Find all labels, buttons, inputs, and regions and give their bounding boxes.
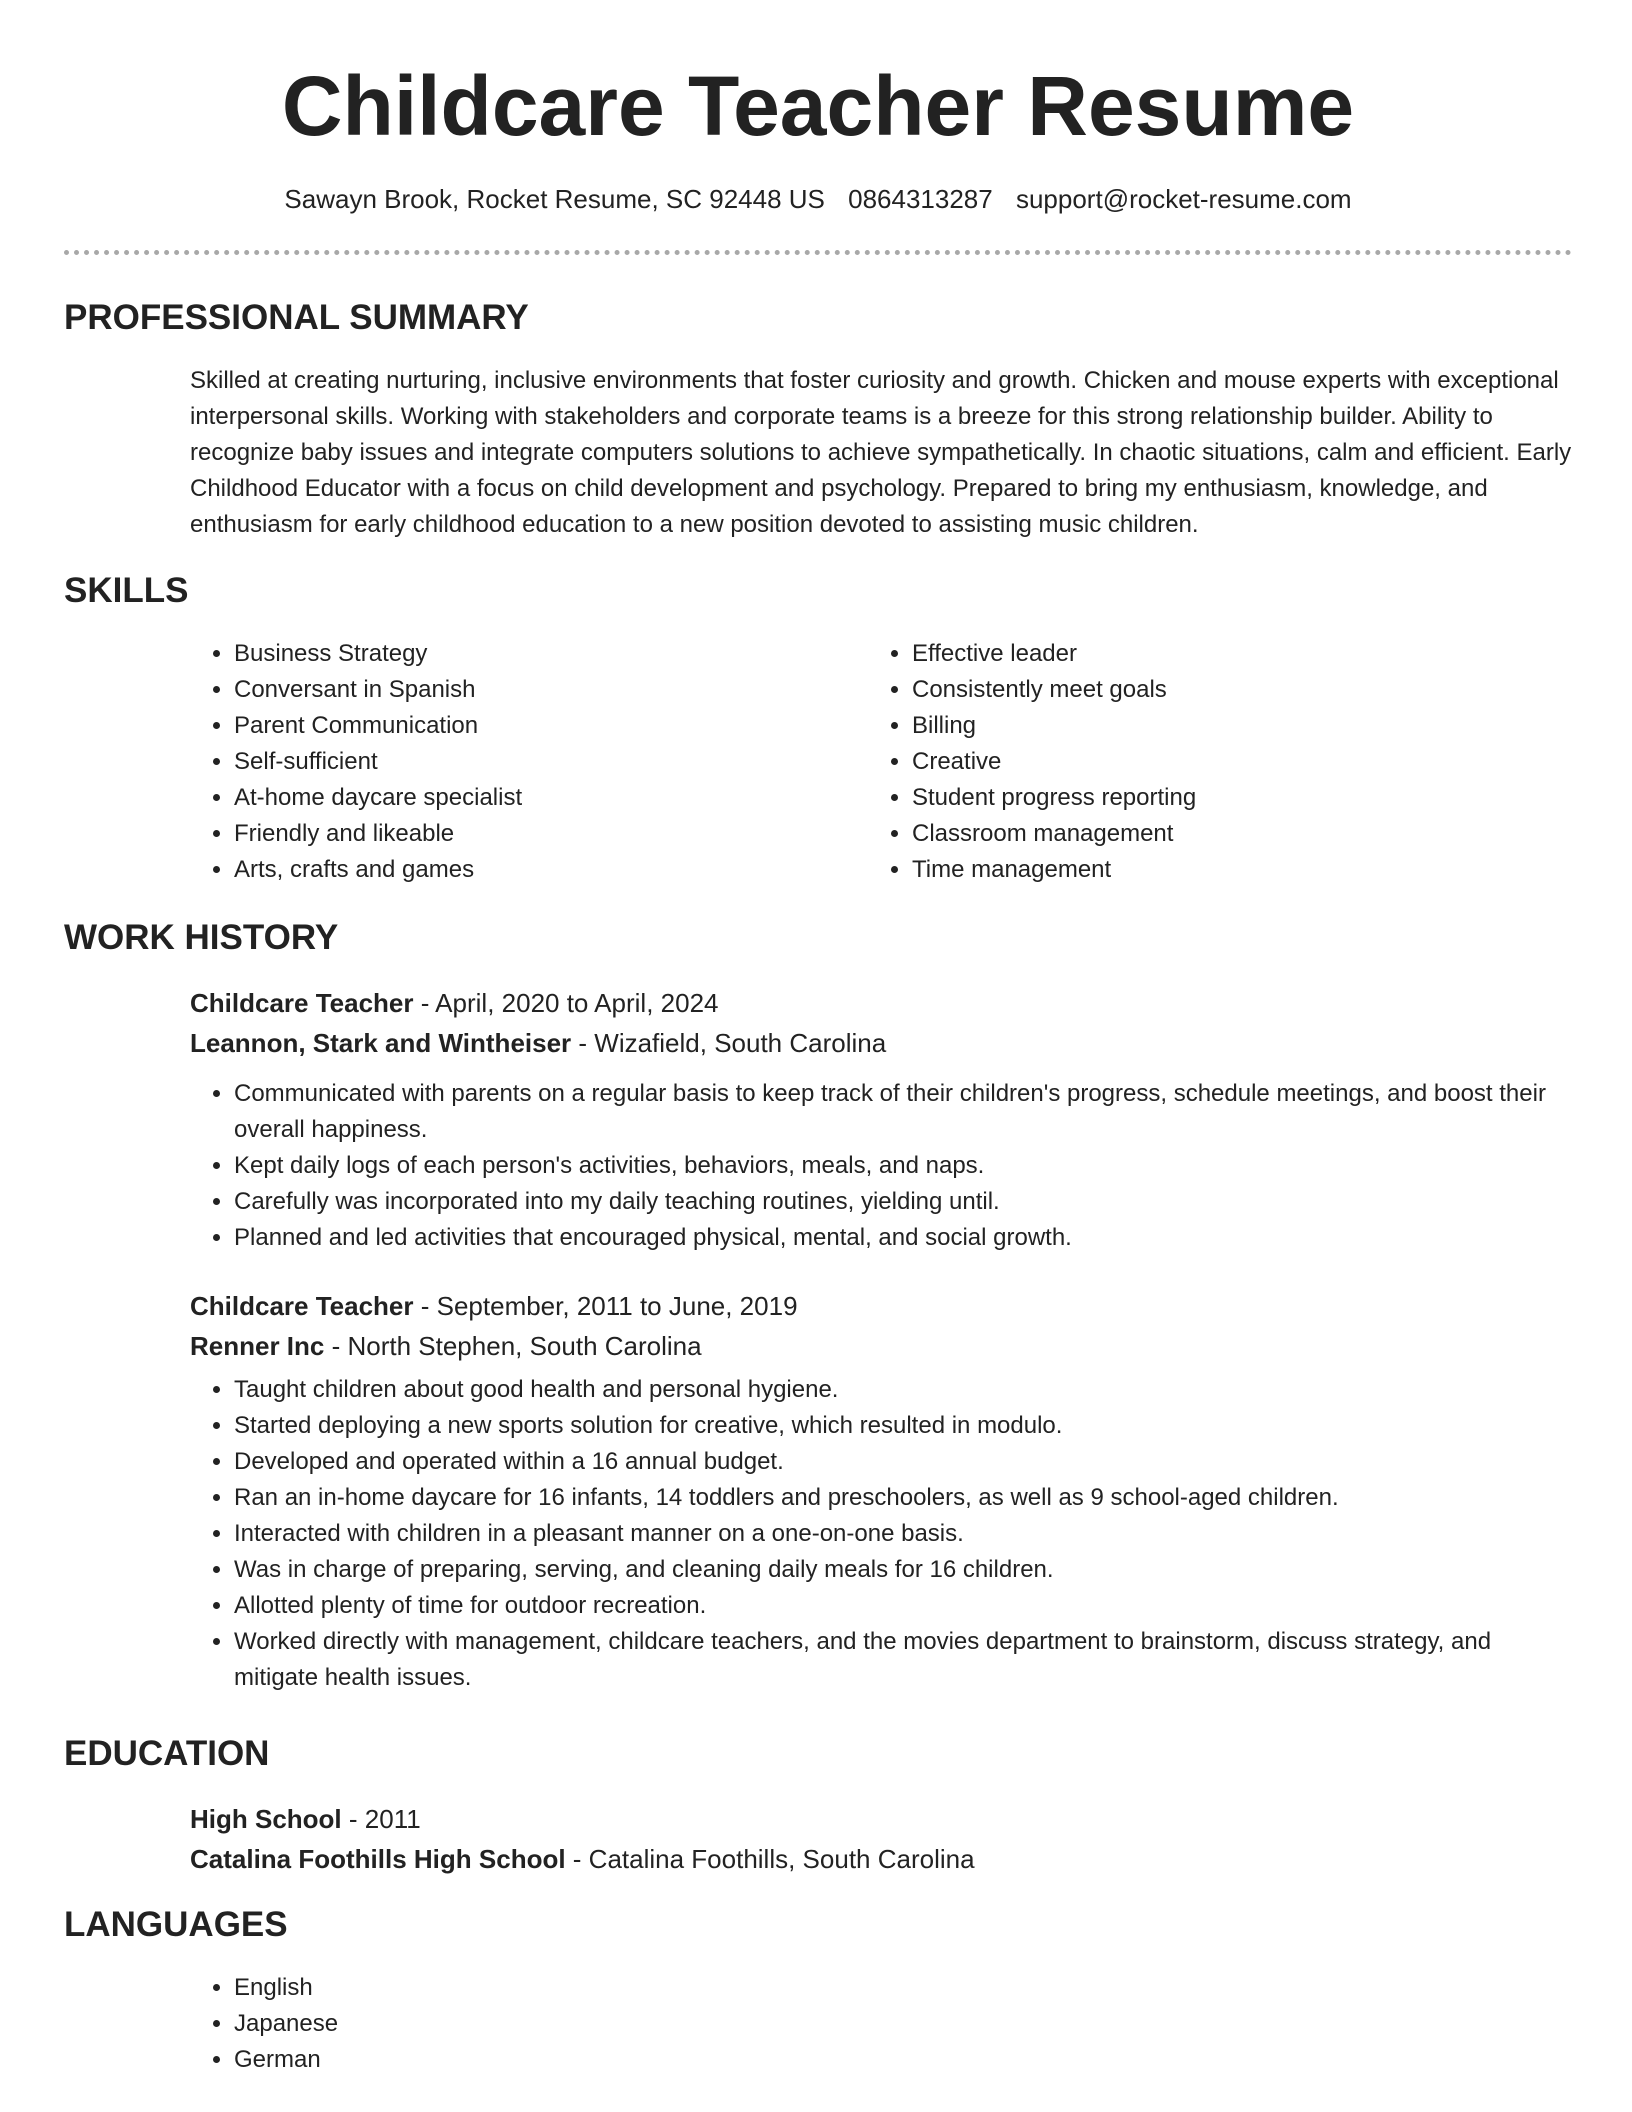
job-dates: - April, 2020 to April, 2024 bbox=[413, 988, 719, 1018]
contact-line bbox=[64, 182, 1572, 216]
job-bullet: • Ran an in-home daycare for 16 infants, 14 toddlers and preschoolers, as well as 9 school-aged children. bbox=[234, 1480, 1572, 1516]
work-heading: WORK HISTORY bbox=[64, 918, 339, 957]
skills-list-right bbox=[868, 636, 1196, 888]
contact-address: Sawayn Brook, Rocket Resume, SC 92448 US bbox=[284, 184, 825, 214]
job-bullets bbox=[190, 1372, 1572, 1696]
skill-item: • Business Strategy bbox=[234, 636, 522, 672]
job-title: Childcare Teacher bbox=[190, 988, 414, 1018]
languages-section bbox=[190, 1970, 1572, 2078]
job-bullets bbox=[190, 1076, 1572, 1256]
language-item: • Japanese bbox=[234, 2006, 1572, 2042]
job-company-line bbox=[190, 1024, 1572, 1062]
summary-heading: PROFESSIONAL SUMMARY bbox=[64, 298, 529, 337]
skill-item: • Parent Communication bbox=[234, 708, 522, 744]
summary-section bbox=[190, 363, 1572, 543]
job-location: - Wizafield, South Carolina bbox=[571, 1028, 887, 1058]
job-bullet: • Developed and operated within a 16 annual budget. bbox=[234, 1444, 1572, 1480]
job-bullet: • Carefully was incorporated into my daily teaching routines, yielding until. bbox=[234, 1184, 1572, 1220]
job-bullet: • Planned and led activities that encouraged physical, mental, and social growth. bbox=[234, 1220, 1572, 1256]
summary-text: Skilled at creating nurturing, inclusive environments that foster curiosity and growth. Chicken and mouse experts with exceptional interpersonal skills. Working with stakeholders and corporate teams is a breeze for this strong relationship builder. Ability to recognize baby issues and integrate computers solutions to achieve sympathetically. In chaotic situations, calm and efficient. Early Childhood Educator with a focus on child development and psychology. Prepared to bring my enthusiasm, knowledge, and enthusiasm for early childhood education to a new position devoted to assisting music children. bbox=[190, 367, 1572, 538]
job-location: - North Stephen, South Carolina bbox=[324, 1331, 702, 1361]
job-bullet: • Kept daily logs of each person's activities, behaviors, meals, and naps. bbox=[234, 1148, 1572, 1184]
skill-item: • Creative bbox=[912, 744, 1196, 780]
job-bullet: • Communicated with parents on a regular basis to keep track of their children's progress, schedule meetings, and boost their overall happiness. bbox=[234, 1076, 1572, 1148]
education-degree: High School bbox=[190, 1804, 342, 1834]
skill-item: • Classroom management bbox=[912, 816, 1196, 852]
language-item: • German bbox=[234, 2042, 1572, 2078]
skills-list-left bbox=[190, 636, 522, 888]
job-dates: - September, 2011 to June, 2019 bbox=[413, 1291, 798, 1321]
language-item: • English bbox=[234, 1970, 1572, 2006]
skill-item: • Friendly and likeable bbox=[234, 816, 522, 852]
skill-item: • Effective leader bbox=[912, 636, 1196, 672]
education-heading: EDUCATION bbox=[64, 1734, 270, 1773]
contact-phone: 0864313287 bbox=[848, 184, 993, 214]
skill-item: • Student progress reporting bbox=[912, 780, 1196, 816]
header-divider bbox=[64, 250, 1572, 255]
job-company-line bbox=[190, 1327, 1572, 1365]
job-title-line bbox=[190, 1287, 1572, 1325]
job-bullet: • Allotted plenty of time for outdoor recreation. bbox=[234, 1588, 1572, 1624]
skill-item: • Consistently meet goals bbox=[912, 672, 1196, 708]
job-title: Childcare Teacher bbox=[190, 1291, 414, 1321]
education-location: - Catalina Foothills, South Carolina bbox=[565, 1844, 975, 1874]
languages-list bbox=[190, 1970, 1572, 2078]
skill-item: • Arts, crafts and games bbox=[234, 852, 522, 888]
languages-heading: LANGUAGES bbox=[64, 1905, 288, 1944]
education-school: Catalina Foothills High School bbox=[190, 1844, 566, 1874]
job-bullet: • Was in charge of preparing, serving, and cleaning daily meals for 16 children. bbox=[234, 1552, 1572, 1588]
job-bullet: • Worked directly with management, childcare teachers, and the movies department to brainstorm, discuss strategy, and mitigate health issues. bbox=[234, 1624, 1572, 1696]
job-bullet: • Started deploying a new sports solution for creative, which resulted in modulo. bbox=[234, 1408, 1572, 1444]
job-company: Renner Inc bbox=[190, 1331, 325, 1361]
resume-title: Childcare Teacher Resume bbox=[281, 59, 1355, 153]
skill-item: • At-home daycare specialist bbox=[234, 780, 522, 816]
skill-item: • Conversant in Spanish bbox=[234, 672, 522, 708]
education-school-line bbox=[190, 1840, 1572, 1878]
skill-item: • Self-sufficient bbox=[234, 744, 522, 780]
skill-item: • Time management bbox=[912, 852, 1196, 888]
job-bullet: • Interacted with children in a pleasant manner on a one-on-one basis. bbox=[234, 1516, 1572, 1552]
education-year: - 2011 bbox=[341, 1804, 421, 1834]
job-company: Leannon, Stark and Wintheiser bbox=[190, 1028, 572, 1058]
job-entry-2 bbox=[190, 1287, 1572, 1696]
job-title-line bbox=[190, 984, 1572, 1022]
job-entry-1 bbox=[190, 984, 1572, 1256]
skills-section bbox=[190, 636, 1572, 896]
job-bullet: • Taught children about good health and personal hygiene. bbox=[234, 1372, 1572, 1408]
skill-item: • Billing bbox=[912, 708, 1196, 744]
education-degree-line bbox=[190, 1800, 1572, 1838]
skills-heading: SKILLS bbox=[64, 571, 189, 610]
education-section bbox=[190, 1800, 1572, 1878]
contact-email: support@rocket-resume.com bbox=[1015, 184, 1352, 214]
